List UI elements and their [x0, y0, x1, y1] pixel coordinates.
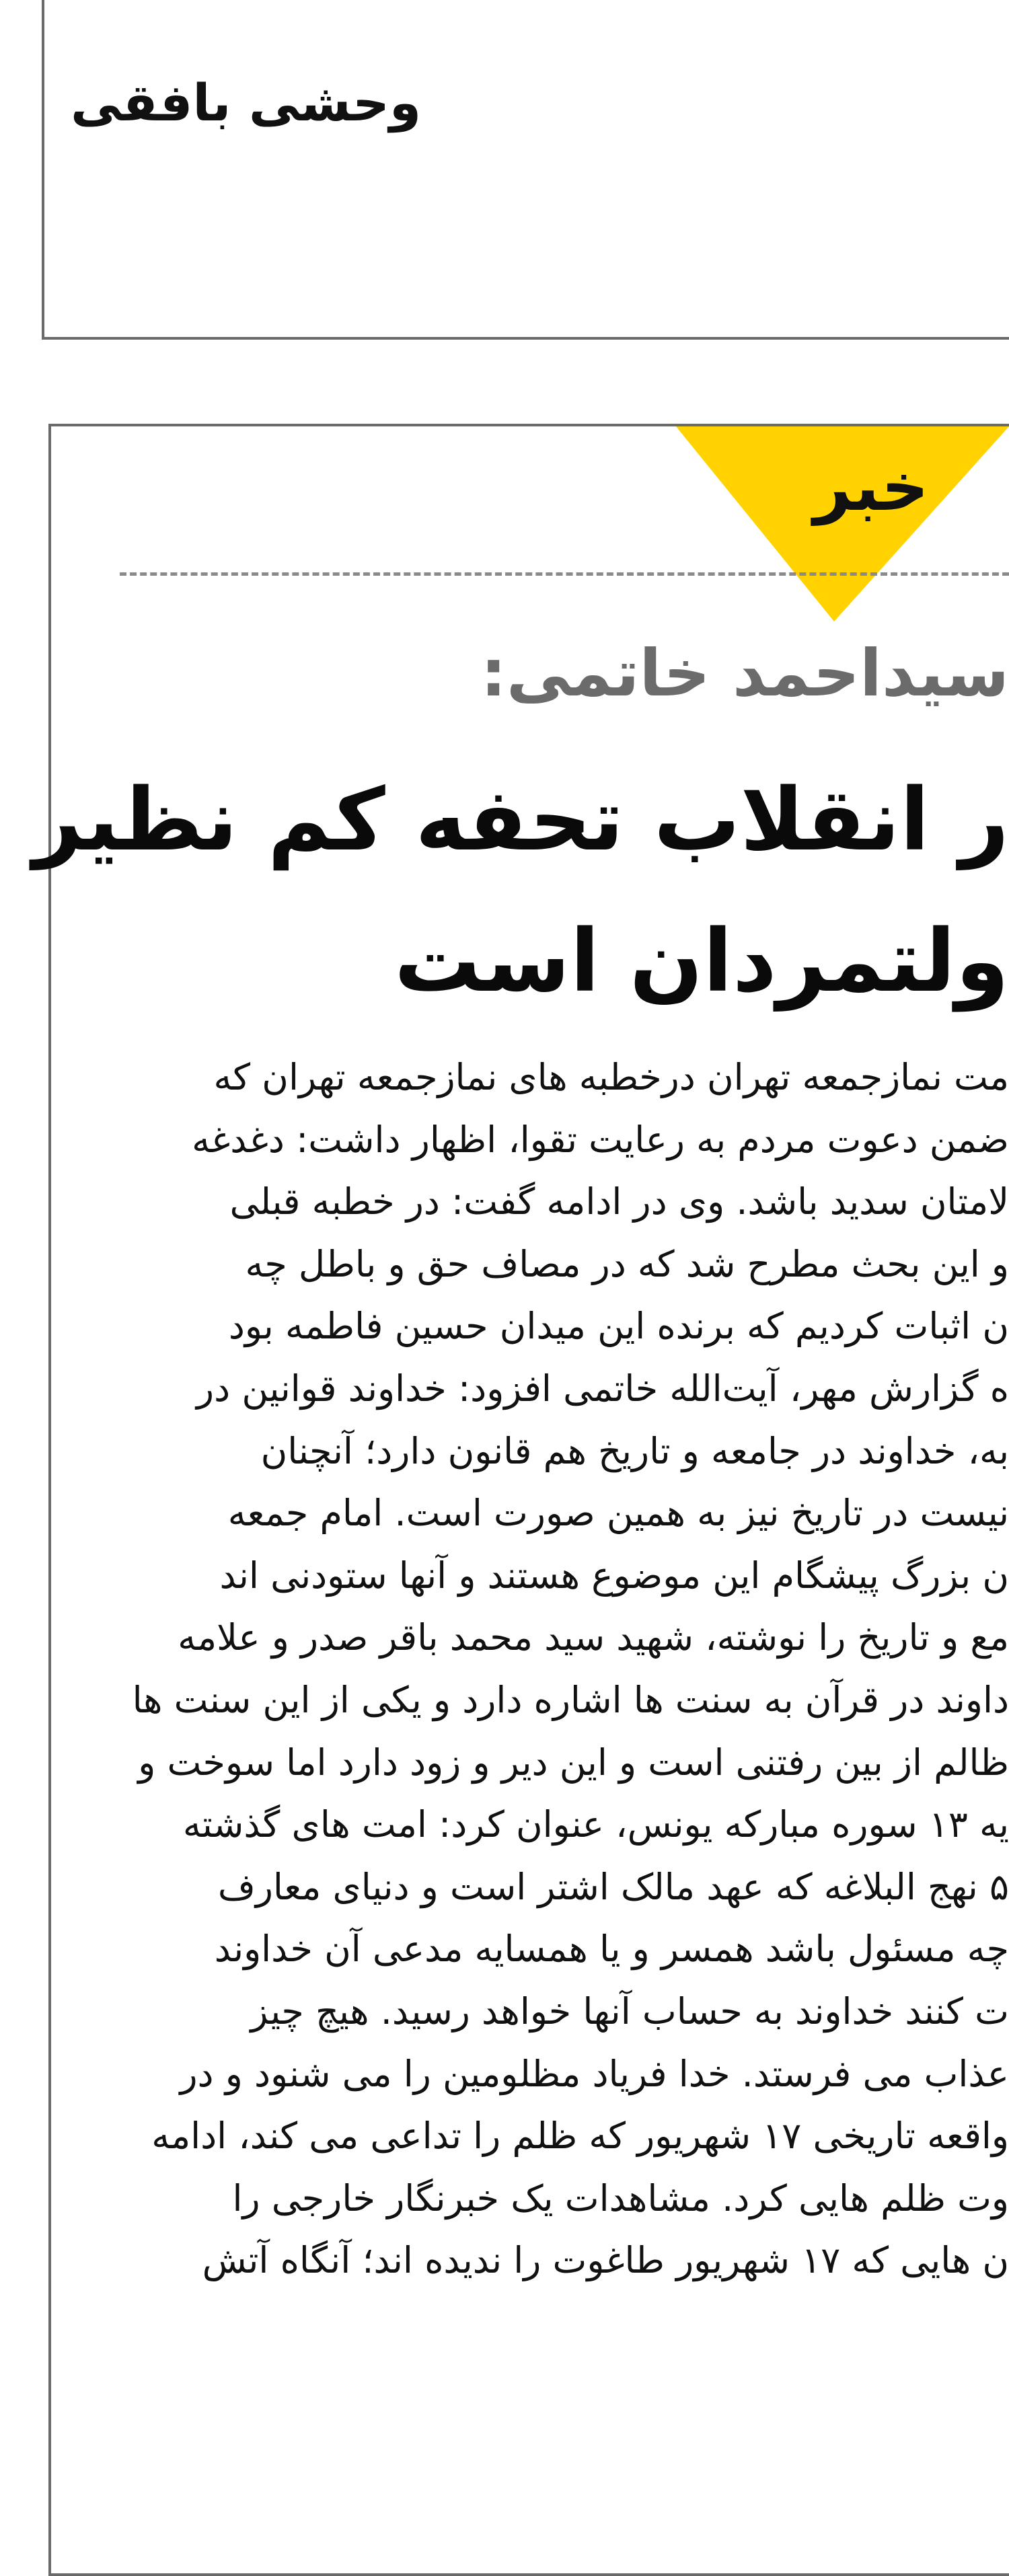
body-line: ن اثبات کردیم که برنده این میدان حسین فاطمه بود — [228, 1305, 1009, 1348]
body-line: ه گزارش مهر، آیت‌الله خاتمی افزود: خداوند قوانین در — [196, 1367, 1009, 1410]
body-line: ن بزرگ پیشگام این موضوع هستند و آنها ستودنی اند — [219, 1554, 1009, 1597]
body-line: مت نمازجمعه تهران درخطبه های نمازجمعه تهران که — [213, 1056, 1009, 1098]
body-line: مع و تاریخ را نوشته، شهید سید محمد باقر صدر و علامه — [178, 1616, 1009, 1659]
body-line: یه ۱۳ سوره مبارکه یونس، عنوان کرد: امت های گذشته — [182, 1803, 1009, 1846]
headline — [33, 750, 1009, 1032]
headline-line: ولتمردان است — [394, 911, 1009, 1012]
body-line: وت ظلم هایی کرد. مشاهدات یک خبرنگار خارجی را — [232, 2176, 1009, 2220]
body-line: ۵ نهج البلاغه که عهد مالک اشتر است و دنیای معارف — [217, 1865, 1009, 1908]
body-line: به، خداوند در جامعه و تاریخ هم قانون دارد؛ آنچنان — [260, 1429, 1009, 1472]
body-line: ن هایی که ۱۷ شهریور طاغوت را ندیده اند؛ آنگاه آتش — [202, 2239, 1009, 2282]
body-line: عذاب می فرستد. خدا فریاد مظلومین را می شنود و در — [180, 2052, 1009, 2095]
body-line: و این بحث مطرح شد که در مصاف حق و باطل چه — [245, 1242, 1009, 1285]
body-line: ظالم از بین رفتنی است و این دیر و زود دارد اما سوخت و — [138, 1741, 1009, 1784]
headline-kicker: سیداحمد خاتمی: — [480, 636, 1009, 711]
body-line: داوند در قرآن به سنت ها اشاره دارد و یکی از این سنت ها — [132, 1678, 1009, 1721]
body-line: ضمن دعوت مردم به رعایت تقوا، اظهار داشت: دغدغه — [192, 1118, 1009, 1161]
author-name: وحشی بافقی — [71, 73, 422, 132]
headline-line: ر انقلاب تحفه کم نظیر — [32, 770, 1009, 870]
body-line: نیست در تاریخ نیز به همین صورت است. امام جمعه — [227, 1492, 1009, 1535]
news-badge-label: خبر — [813, 449, 929, 526]
body-line: لامتان سدید باشد. وی در ادامه گفت: در خطبه قبلی — [229, 1180, 1009, 1223]
top-column-frame — [42, 0, 1009, 340]
article-body — [87, 1047, 1009, 2292]
body-line: واقعه تاریخی ۱۷ شهریور که ظلم را تداعی می کند، ادامه — [151, 2115, 1009, 2158]
body-line: ت کنند خداوند به حساب آنها خواهد رسید. هیچ چیز — [250, 1990, 1009, 2033]
body-line: چه مسئول باشد همسر و یا همسایه مدعی آن خداوند — [214, 1928, 1009, 1971]
dashed-divider — [120, 572, 1009, 576]
